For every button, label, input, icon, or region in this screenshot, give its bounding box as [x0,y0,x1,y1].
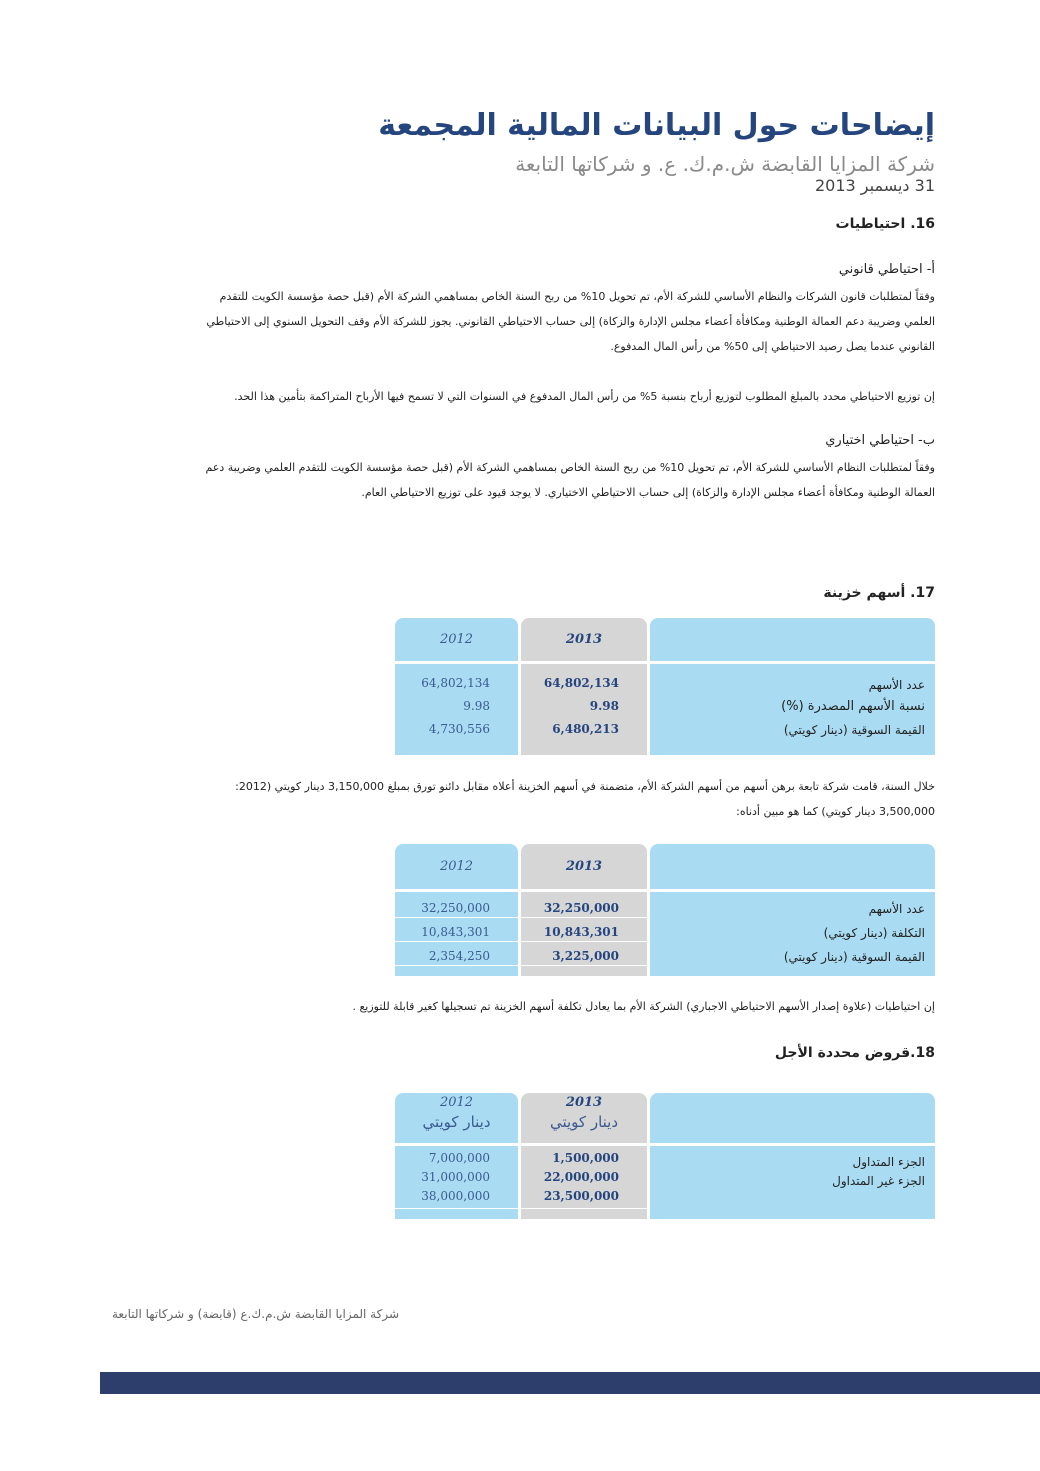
cell-value: 32,250,000 [543,901,619,915]
row-label: الجزء المتداول [852,1155,925,1169]
col-2012-body [395,892,518,976]
paragraph-line: خلال السنة، قامت شركة تابعة برهن أسهم من أسهم الشركة الأم، متضمنة في أسهم الخزينة أعلاه مقابل دائنو تورق بمبلغ 3,150,000 دينار كويتي (2012: [235,780,935,793]
cell-value: 4,730,556 [428,722,490,736]
treasury-reserve-note: إن احتياطيات (علاوة إصدار الأسهم الاحتياطي الاجباري) الشركة الأم بما يعادل تكلفة أسهم الخزينة تم تسجيلها كغير قابلة للتوزيع . [352,1000,935,1013]
label-column [650,1146,935,1219]
report-date: 31 ديسمبر 2013 [814,176,935,195]
cell-value: 9.98 [589,699,619,713]
year-2012-header: 2012 [395,844,518,889]
cell-value: 23,500,000 [543,1189,619,1203]
row-label: نسبة الأسهم المصدرة (%) [781,699,925,714]
pledged-shares-table [395,844,935,976]
year-2012-header: 2012 [395,618,518,661]
year-2012-header: 2012 دينار كويتي [395,1093,518,1143]
cell-value: 32,250,000 [421,901,490,915]
voluntary-reserve-title: ب- احتياطي اختياري [825,433,935,448]
cell-value: 9.98 [463,699,490,713]
cell-value: 7,000,000 [428,1151,490,1165]
cell-value: 2,354,250 [428,949,490,963]
row-label: عدد الأسهم [868,902,925,916]
currency-label: دينار كويتي [422,1113,491,1131]
label-header [650,618,935,661]
row-label: الجزء غير المتداول [832,1174,925,1188]
row-divider [395,965,647,966]
treasury-shares-table [395,618,935,755]
section-16-heading: 16. احتياطيات [835,216,935,232]
footer-company-name: شركة المزايا القابضة ش.م.ك.ع (قابضة) و شركاتها التابعة [112,1307,400,1321]
legal-reserve-title: أ- احتياطي قانوني [838,262,935,277]
col-2013-body [521,892,647,976]
year-2013-header: 2013 [521,618,647,661]
term-loans-table [395,1093,935,1219]
label-header [650,1093,935,1143]
row-label: القيمة السوقية (دينار كويتي) [783,723,925,737]
row-divider [395,917,647,918]
paragraph-line: القانوني عندما يصل رصيد الاحتياطي إلى 50% من رأس المال المدفوع. [610,340,935,353]
paragraph-line: العلمي وضريبة دعم العمالة الوطنية ومكافأة أعضاء مجلس الإدارة والزكاة) إلى حساب الاحتياطي القانوني. يجوز للشركة الأم وقف التحويل السنوي إلى الاحتياطي [206,315,935,328]
cell-value: 6,480,213 [552,722,619,736]
legal-reserve-paragraph [135,284,935,359]
footer-bar [100,1372,1040,1394]
paragraph-line: العمالة الوطنية ومكافأة أعضاء مجلس الإدارة والزكاة) إلى حساب الاحتياطي الاختياري. لا يوجد قيود على توزيع الاحتياطي العام. [361,486,935,499]
cell-value: 38,000,000 [421,1189,490,1203]
cell-value: 3,225,000 [552,949,619,963]
row-divider [395,941,647,942]
row-label: التكلفة (دينار كويتي) [823,926,925,940]
cell-value: 1,500,000 [552,1151,619,1165]
row-label: القيمة السوقية (دينار كويتي) [783,950,925,964]
paragraph-line: 3,500,000 دينار كويتي) كما هو مبين أدناه: [736,805,935,818]
row-divider [395,1208,647,1209]
cell-value: 64,802,134 [421,676,490,690]
voluntary-reserve-paragraph [135,455,935,505]
cell-value: 22,000,000 [543,1170,619,1184]
paragraph-line: وفقاً لمتطلبات النظام الأساسي للشركة الأم، تم تحويل 10% من ربح السنة الخاص بمساهمي الشركة الأم (قبل حصة مؤسسة الكويت للتقدم العلمي وضريبة دعم [205,461,935,474]
currency-label: دينار كويتي [549,1113,619,1131]
page-title: إيضاحات حول البيانات المالية المجمعة [378,108,935,143]
pledged-shares-paragraph [100,774,935,824]
year-2013-header: 2013 دينار كويتي [521,1093,647,1143]
label-column [650,892,935,976]
cell-value: 10,843,301 [543,925,619,939]
reserve-distribution-note: إن توزيع الاحتياطي محدد بالمبلغ المطلوب لتوزيع أرباح بنسبة 5% من رأس المال المدفوع في السنوات التي لا تسمح فيها الأرباح المتراكمة بتأمين هذا الحد. [234,390,935,403]
company-subtitle: شركة المزايا القابضة ش.م.ك. ع. و شركاتها التابعة [515,152,935,176]
col-2012-body [395,664,518,755]
section-17-heading: 17. أسهم خزينة [823,585,935,601]
col-2013-body [521,664,647,755]
section-18-heading: 18.قروض محددة الأجل [774,1045,935,1061]
row-label: عدد الأسهم [868,678,925,692]
cell-value: 64,802,134 [543,676,619,690]
paragraph-line: وفقاً لمتطلبات قانون الشركات والنظام الأساسي للشركة الأم، تم تحويل 10% من ربح السنة الخاص بمساهمي الشركة الأم (قبل حصة مؤسسة الكويت للتقدم [219,290,935,303]
label-column [650,664,935,755]
year-2013-header: 2013 [521,844,647,889]
cell-value: 31,000,000 [421,1170,490,1184]
label-header [650,844,935,889]
cell-value: 10,843,301 [421,925,490,939]
